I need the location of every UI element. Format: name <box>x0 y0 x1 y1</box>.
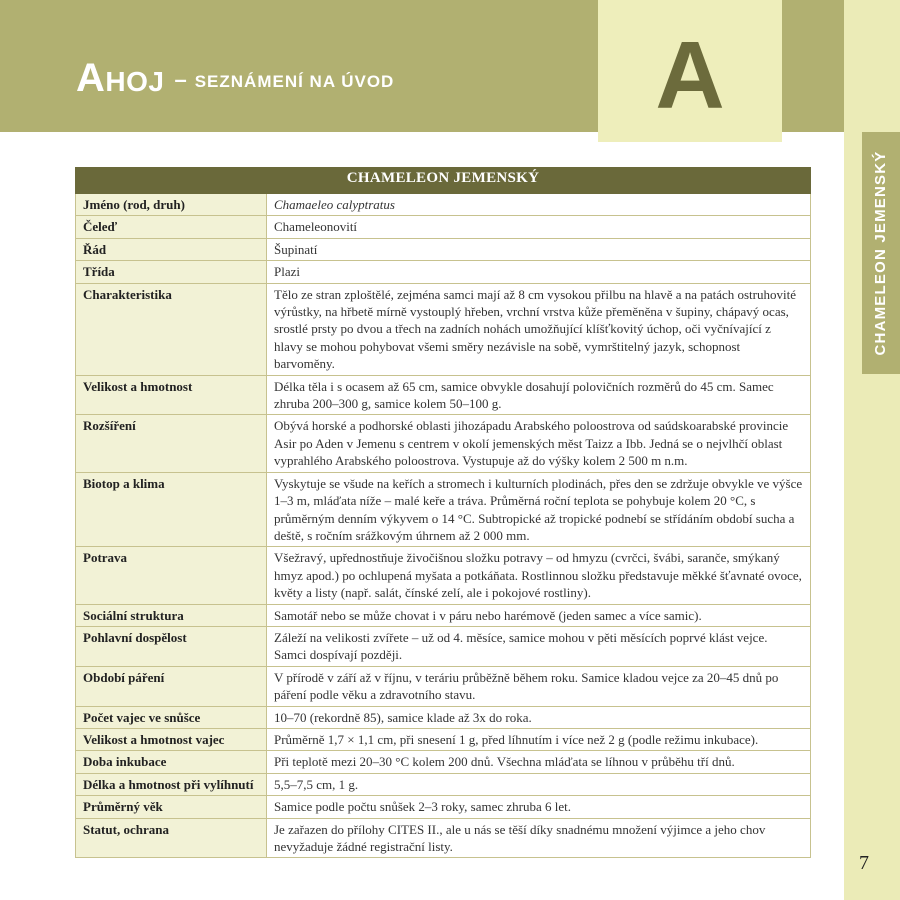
row-label: Charakteristika <box>76 283 267 375</box>
row-value: Délka těla i s ocasem až 65 cm, samice obvykle dosahují polovičních rozměrů do 45 cm. Samec zhruba 200–300 g, samice kolem 50–100 g. <box>267 375 811 415</box>
title-subtitle: SEZNÁMENÍ NA ÚVOD <box>194 72 395 91</box>
row-label: Období páření <box>76 666 267 706</box>
page-title <box>76 56 394 101</box>
table-row <box>76 818 811 858</box>
row-label: Doba inkubace <box>76 751 267 773</box>
row-label: Statut, ochrana <box>76 818 267 858</box>
title-separator: – <box>174 67 187 92</box>
title-main: Ahoj <box>76 56 165 100</box>
table-row <box>76 728 811 750</box>
row-value: 5,5–7,5 cm, 1 g. <box>267 773 811 795</box>
table-row <box>76 626 811 666</box>
row-label: Průměrný věk <box>76 796 267 818</box>
row-value: Samotář nebo se může chovat i v páru nebo harémově (jeden samec a více samic). <box>267 604 811 626</box>
row-value: Vyskytuje se všude na keřích a stromech i kulturních plodinách, přes den se zdržuje obvykle ve výšce 1–3 m, mláďata níže – malé keře a tráva. Průměrná roční teplota se pohybuje kolem 20 °C, s průměrným denním výkyvem o 14 °C. Subtropické až tropické podnebí se střídáním období sucha a deště, s ročním srážkovým úhrnem až 2 000 mm. <box>267 472 811 547</box>
row-label: Pohlavní dospělost <box>76 626 267 666</box>
row-value: Všežravý, upřednostňuje živočišnou složku potravy – od hmyzu (cvrčci, švábi, saranče, smýkaný hmyz apod.) po ochlupená myšata a potkáňata. Rostlinnou složku představuje měkké šťavnaté ovoce, květy a listy (např. salát, čínské zelí, ale i pokojové rostliny). <box>267 547 811 604</box>
row-value: Plazi <box>267 261 811 283</box>
row-value: Samice podle počtu snůšek 2–3 roky, samec zhruba 6 let. <box>267 796 811 818</box>
row-label: Počet vajec ve snůšce <box>76 706 267 728</box>
row-value: Tělo ze stran zploštělé, zejména samci mají až 8 cm vysokou přilbu na hlavě a na patách ostruhovité výrůstky, na hřbetě mírně vystouplý hřeben, vrchní vrstva kůže přeměněna v šupiny, chápavý ocas, srostlé prsty po dvou a třech na zadních nohách umožňující klíšťkovitý úchop, oči vyčnívající z hlavy se mohou pohybovat všemi směry nezávisle na sobě, vymrštitelný jazyk, schopnost barvoměny. <box>267 283 811 375</box>
table-row <box>76 261 811 283</box>
species-table <box>75 167 811 858</box>
row-label: Potrava <box>76 547 267 604</box>
table-row <box>76 796 811 818</box>
row-value: Při teplotě mezi 20–30 °C kolem 200 dnů. Všechna mláďata se líhnou v průběhu tří dnů. <box>267 751 811 773</box>
row-label: Velikost a hmotnost vajec <box>76 728 267 750</box>
table-row <box>76 415 811 472</box>
row-label: Rozšíření <box>76 415 267 472</box>
table-row <box>76 604 811 626</box>
row-label: Velikost a hmotnost <box>76 375 267 415</box>
row-value: Je zařazen do přílohy CITES II., ale u nás se těší díky snadnému množení výjimce a jeho chov nevyžaduje žádné registrační listy. <box>267 818 811 858</box>
table-row <box>76 547 811 604</box>
table-row <box>76 706 811 728</box>
table-row <box>76 472 811 547</box>
row-value: Záleží na velikosti zvířete – už od 4. měsíce, samice mohou v pěti měsících poprvé klást vejce. Samci dospívají později. <box>267 626 811 666</box>
table-row <box>76 666 811 706</box>
row-label: Třída <box>76 261 267 283</box>
table-heading-row <box>76 168 811 194</box>
page-number: 7 <box>859 852 869 874</box>
section-letter: A <box>655 22 725 129</box>
table-row <box>76 216 811 238</box>
row-value: Chameleonovití <box>267 216 811 238</box>
row-label: Čeleď <box>76 216 267 238</box>
section-letter-box <box>598 0 782 142</box>
table-heading: CHAMELEON JEMENSKÝ <box>76 168 811 194</box>
row-label: Jméno (rod, druh) <box>76 194 267 216</box>
table-row <box>76 773 811 795</box>
table-row <box>76 238 811 260</box>
row-value: Průměrně 1,7 × 1,1 cm, při snesení 1 g, před líhnutím i více než 2 g (podle režimu inkubace). <box>267 728 811 750</box>
row-value: Chamaeleo calyptratus <box>267 194 811 216</box>
table-row <box>76 194 811 216</box>
row-label: Délka a hmotnost při vylíhnutí <box>76 773 267 795</box>
row-value: Šupinatí <box>267 238 811 260</box>
row-label: Řád <box>76 238 267 260</box>
row-value: Obývá horské a podhorské oblasti jihozápadu Arabského poloostrova od saúdskoarabské provincie Asir po Aden v Jemenu s centrem v okolí jemenských měst Taizz a Ibb. Jedná se o nejvlhčí oblast vyprahlého Arabského poloostrova. Vystupuje až do výšky kolem 2 500 m n.m. <box>267 415 811 472</box>
row-value: V přírodě v září až v říjnu, v teráriu průběžně během roku. Samice kladou vejce za 20–45 dnů po páření podle věku a zdravotního stavu. <box>267 666 811 706</box>
table-row <box>76 375 811 415</box>
side-tab <box>862 132 900 374</box>
table-row <box>76 751 811 773</box>
table-row <box>76 283 811 375</box>
row-value: 10–70 (rekordně 85), samice klade až 3x do roka. <box>267 706 811 728</box>
row-label: Sociální struktura <box>76 604 267 626</box>
row-label: Biotop a klima <box>76 472 267 547</box>
side-tab-label: CHAMELEON JEMENSKÝ <box>872 150 889 356</box>
